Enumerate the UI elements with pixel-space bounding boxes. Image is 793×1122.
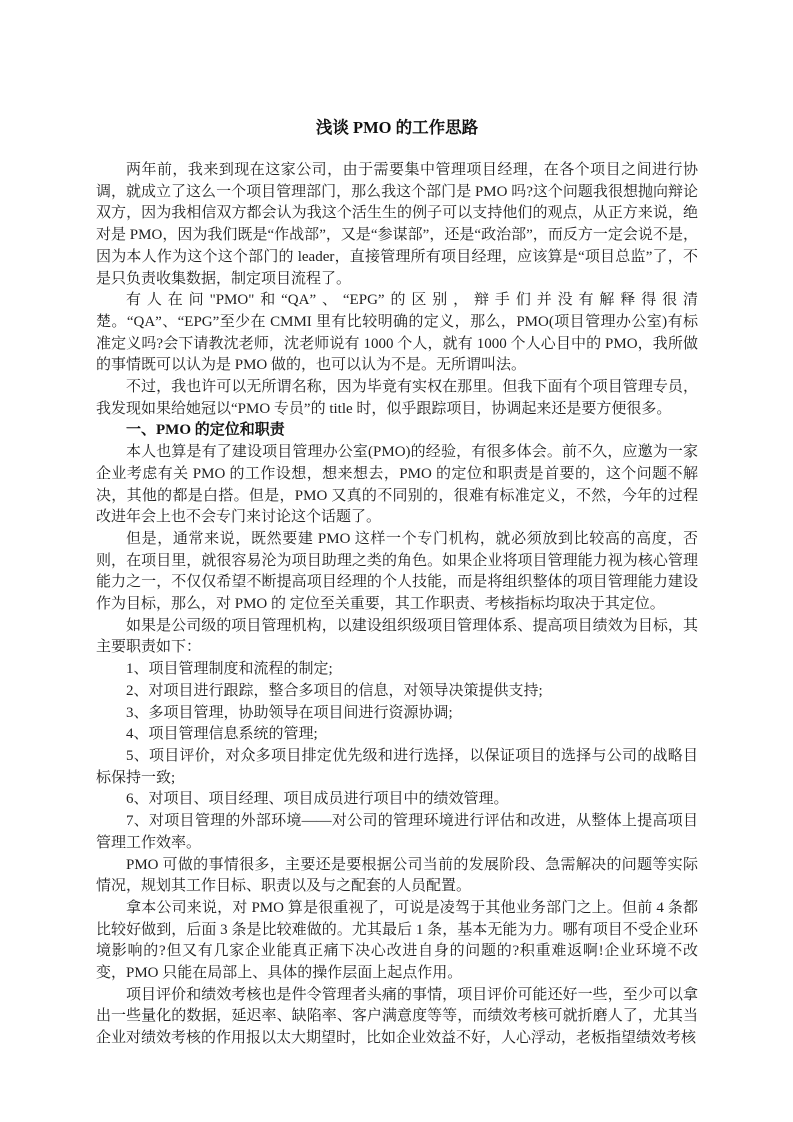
document-title: 浅谈 PMO 的工作思路 [315,118,479,137]
paragraph: 拿本公司来说，对 PMO 算是很重视了，可说是凌驾于其他业务部门之上。但前 4 条都比较好做到，后面 3 条是比较难做的。尤其最后 1 条，基本无能为力。哪有项目不受企业环境影响的?但又有几家企业能真正痛下决心改进自身的问题的?积重难返啊!企业环境不改变，PMO 只能在局部上、具体的操作层面上起点作用。 [96,899,698,982]
section-heading: 一、PMO 的定位和职责 [126,422,285,439]
paragraph: 如果是公司级的项目管理机构，以建设组织级项目管理体系、提高项目绩效为目标，其主要职责如下： [96,617,698,656]
list-item: 7、对项目管理的外部环境——对公司的管理环境进行评估和改进，从整体上提高项目管理工作效率。 [96,813,698,851]
list-item: 5、项目评价，对众多项目排定优先级和进行选择，以保证项目的选择与公司的战略目标保持一致; [96,747,698,786]
paragraph: 本人也算是有了建设项目管理办公室(PMO)的经验，有很多体会。前不久，应邀为一家企业考虑有关 PMO 的工作设想，想来想去，PMO 的定位和职责是首要的，这个问题不解决，其他的都是白搭。但是，PMO 又真的不同别的，很难有标准定义，不然，今年的过程改进年会上也不会专门来讨论这个话题了。 [96,444,698,526]
paragraph: 有人在问"PMO"和“QA”、“EPG”的区别，辩手们并没有解释得很清楚。“QA”、“EPG”至少在 CMMI 里有比较明确的定义，那么，PMO(项目管理办公室)有标准定义吗?会下请教沈老师，沈老师说有 1000 个人，就有 1000 个人心目中的 PMO，我所做的事情既可以认为是 PMO 做的，也可以认为不是。无所谓叫法。 [96,292,698,374]
paragraph: 两年前，我来到现在这家公司，由于需要集中管理项目经理，在各个项目之间进行协调，就成立了这么一个项目管理部门，那么我这个部门是 PMO 吗?这个问题我很想抛向辩论双方，因为我相信双方都会认为我这个活生生的例子可以支持他们的观点，从正方来说，绝对是 PMO，因为我们既是“作战部”，又是“参谋部”，还是“政治部”，而反方一定会说不是，因为本人作为这个这个部门的 leader，直接管理所有项目经理，应该算是“项目总监”了，不是只负责收集数据，制定项目流程了。 [96,162,698,287]
list-item: 2、对项目进行跟踪，整合多项目的信息，对领导决策提供支持; [126,682,543,699]
paragraph: 不过，我也许可以无所谓名称，因为毕竟有实权在那里。但我下面有个项目管理专员，我发现如果给她冠以“PMO 专员”的 title 时，似乎跟踪项目，协调起来还是要方便很多。 [96,379,698,417]
paragraph: PMO 可做的事情很多，主要还是要根据公司当前的发展阶段、急需解决的问题等实际情况，规划其工作目标、职责以及与之配套的人员配置。 [96,856,698,895]
list-item: 1、项目管理制度和流程的制定; [126,661,333,678]
paragraph: 项目评价和绩效考核也是件令管理者头痛的事情，项目评价可能还好一些，至少可以拿出一些量化的数据，延迟率、缺陷率、客户满意度等等，而绩效考核可就折磨人了，尤其当企业对绩效考核的作用报以太大期望时，比如企业效益不好，人心浮动，老板指望绩效考核 [96,986,698,1047]
list-item: 6、对项目、项目经理、项目成员进行项目中的绩效管理。 [126,791,509,808]
paragraph: 但是，通常来说，既然要建 PMO 这样一个专门机构，就必须放到比较高的高度，否则，在项目里，就很容易沦为项目助理之类的角色。如果企业将项目管理能力视为核心管理能力之一，不仅仅希望不断提高项目经理的个人技能，而是将组织整体的项目管理能力建设作为目标，那么，对 PMO 的 定位至关重要，其工作职责、考核指标均取决于其定位。 [96,530,698,613]
list-item: 3、多项目管理，协助领导在项目间进行资源协调; [126,704,453,721]
list-item: 4、项目管理信息系统的管理; [126,726,318,743]
